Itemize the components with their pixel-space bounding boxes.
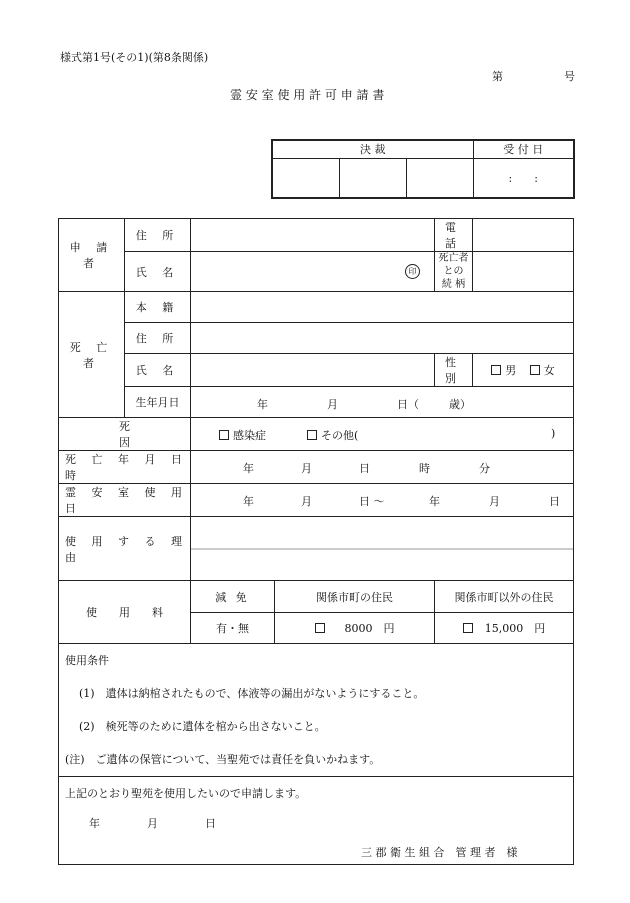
kessai-cell-2[interactable] — [339, 158, 406, 198]
declaration-box — [59, 777, 574, 865]
conditions-heading: 使用条件 — [65, 654, 109, 667]
infection-label: 感染症 — [233, 429, 266, 442]
male-label: 男 — [505, 364, 517, 377]
deceased-name-field[interactable] — [191, 354, 435, 387]
use-hi2: 日 — [549, 495, 560, 508]
other-close: ) — [551, 427, 556, 440]
female-label: 女 — [543, 364, 555, 377]
birth-field[interactable] — [191, 387, 574, 418]
relation-label — [435, 252, 473, 292]
deceased-section-label: 死 亡 者 — [59, 292, 125, 418]
seal-icon: 印 — [405, 264, 420, 279]
infection-option — [219, 427, 266, 443]
nonresident-header: 関係市町以外の住民 — [435, 581, 574, 613]
use-nen2: 年 — [429, 495, 440, 508]
other-option — [307, 427, 358, 443]
number-go: 号 — [564, 70, 575, 83]
relation-field[interactable] — [473, 252, 574, 292]
form-id: 様式第1号(その1)(第8条関係) — [60, 51, 209, 64]
resident-header: 関係市町の住民 — [275, 581, 435, 613]
reason-field[interactable] — [191, 517, 574, 581]
nonresident-amount: 15,000 円 — [484, 622, 546, 635]
declaration-hi[interactable]: 日 — [205, 817, 216, 830]
applicant-phone-label: 電 話 — [435, 219, 473, 252]
birth-hi: 日（ — [397, 398, 419, 411]
use-tsuki2: 月 — [489, 495, 500, 508]
number-dai: 第 — [492, 70, 503, 83]
death-tsuki: 月 — [301, 462, 312, 475]
condition-item-1: (1) 遺体は納棺されたもので、体液等の漏出がないようにすること。 — [79, 687, 425, 700]
nonresident-checkbox[interactable] — [463, 623, 473, 633]
deceased-address-field[interactable] — [191, 323, 574, 354]
fee-label: 使 用 料 — [59, 581, 191, 644]
other-checkbox[interactable] — [307, 430, 317, 440]
uketsuke-label: 受 付 日 — [473, 140, 574, 158]
applicant-phone-field[interactable] — [473, 219, 574, 252]
conditions-note: (注) ご遺体の保管について、当聖苑では責任を負いかねます。 — [65, 753, 381, 766]
applicant-address-label: 住 所 — [125, 219, 191, 252]
sex-options — [473, 354, 574, 387]
infection-checkbox[interactable] — [219, 430, 229, 440]
resident-option — [275, 613, 435, 644]
honseki-field[interactable] — [191, 292, 574, 323]
birth-nen: 年 — [257, 398, 268, 411]
page-title: 霊 安 室 使 用 許 可 申 請 書 — [230, 88, 385, 102]
use-tsuki: 月 — [301, 495, 312, 508]
declaration-nen[interactable]: 年 — [89, 817, 100, 830]
main-form — [58, 218, 574, 865]
reason-label: 使 用 す る 理 由 — [59, 517, 191, 581]
death-datetime-field[interactable] — [191, 451, 574, 484]
condition-item-2: (2) 検死等のために遺体を棺から出さないこと。 — [79, 720, 326, 733]
kessai-cell-3[interactable] — [406, 158, 473, 198]
cause-label: 死 因 — [59, 418, 191, 451]
genmen-value[interactable]: 有・無 — [191, 613, 275, 644]
kessai-label: 決 裁 — [272, 140, 473, 158]
nonresident-option — [435, 613, 574, 644]
honseki-label: 本 籍 — [125, 292, 191, 323]
applicant-name-field[interactable] — [191, 252, 435, 292]
birth-sai: 歳） — [449, 398, 471, 411]
death-hi: 日 — [359, 462, 370, 475]
relation-label-line2: 続 柄 — [441, 279, 466, 290]
applicant-name-label: 氏 名 — [125, 252, 191, 292]
male-checkbox[interactable] — [491, 365, 501, 375]
use-date-field[interactable] — [191, 484, 574, 517]
kessai-cell-1[interactable] — [272, 158, 339, 198]
conditions-box — [59, 644, 574, 777]
birth-tsuki: 月 — [327, 398, 338, 411]
declaration-tsuki[interactable]: 月 — [147, 817, 158, 830]
death-datetime-label: 死 亡 年 月 日 時 — [59, 451, 191, 484]
declaration-text: 上記のとおり聖苑を使用したいので申請します。 — [65, 787, 307, 800]
use-nen: 年 — [243, 495, 254, 508]
death-ji: 時 — [419, 462, 430, 475]
resident-checkbox[interactable] — [315, 623, 325, 633]
uketsuke-time[interactable]: : : — [473, 158, 574, 198]
approval-box — [271, 139, 575, 199]
sex-label: 性 別 — [435, 354, 473, 387]
cause-field — [191, 418, 574, 451]
applicant-address-field[interactable] — [191, 219, 435, 252]
genmen-label: 減 免 — [191, 581, 275, 613]
birth-label: 生年月日 — [125, 387, 191, 418]
deceased-address-label: 住 所 — [125, 323, 191, 354]
death-nen: 年 — [243, 462, 254, 475]
applicant-section-label: 申 請 者 — [59, 219, 125, 292]
relation-label-line1: 死亡者との — [438, 253, 469, 277]
resident-amount: 8000 円 — [344, 622, 395, 635]
addressee: 三 郡 衛 生 組 合 管 理 者 様 — [361, 846, 518, 859]
other-label: その他( — [321, 429, 359, 442]
use-date-label: 霊 安 室 使 用 日 — [59, 484, 191, 517]
deceased-name-label: 氏 名 — [125, 354, 191, 387]
death-fun: 分 — [479, 462, 490, 475]
use-hi: 日 〜 — [359, 495, 385, 508]
female-checkbox[interactable] — [530, 365, 540, 375]
